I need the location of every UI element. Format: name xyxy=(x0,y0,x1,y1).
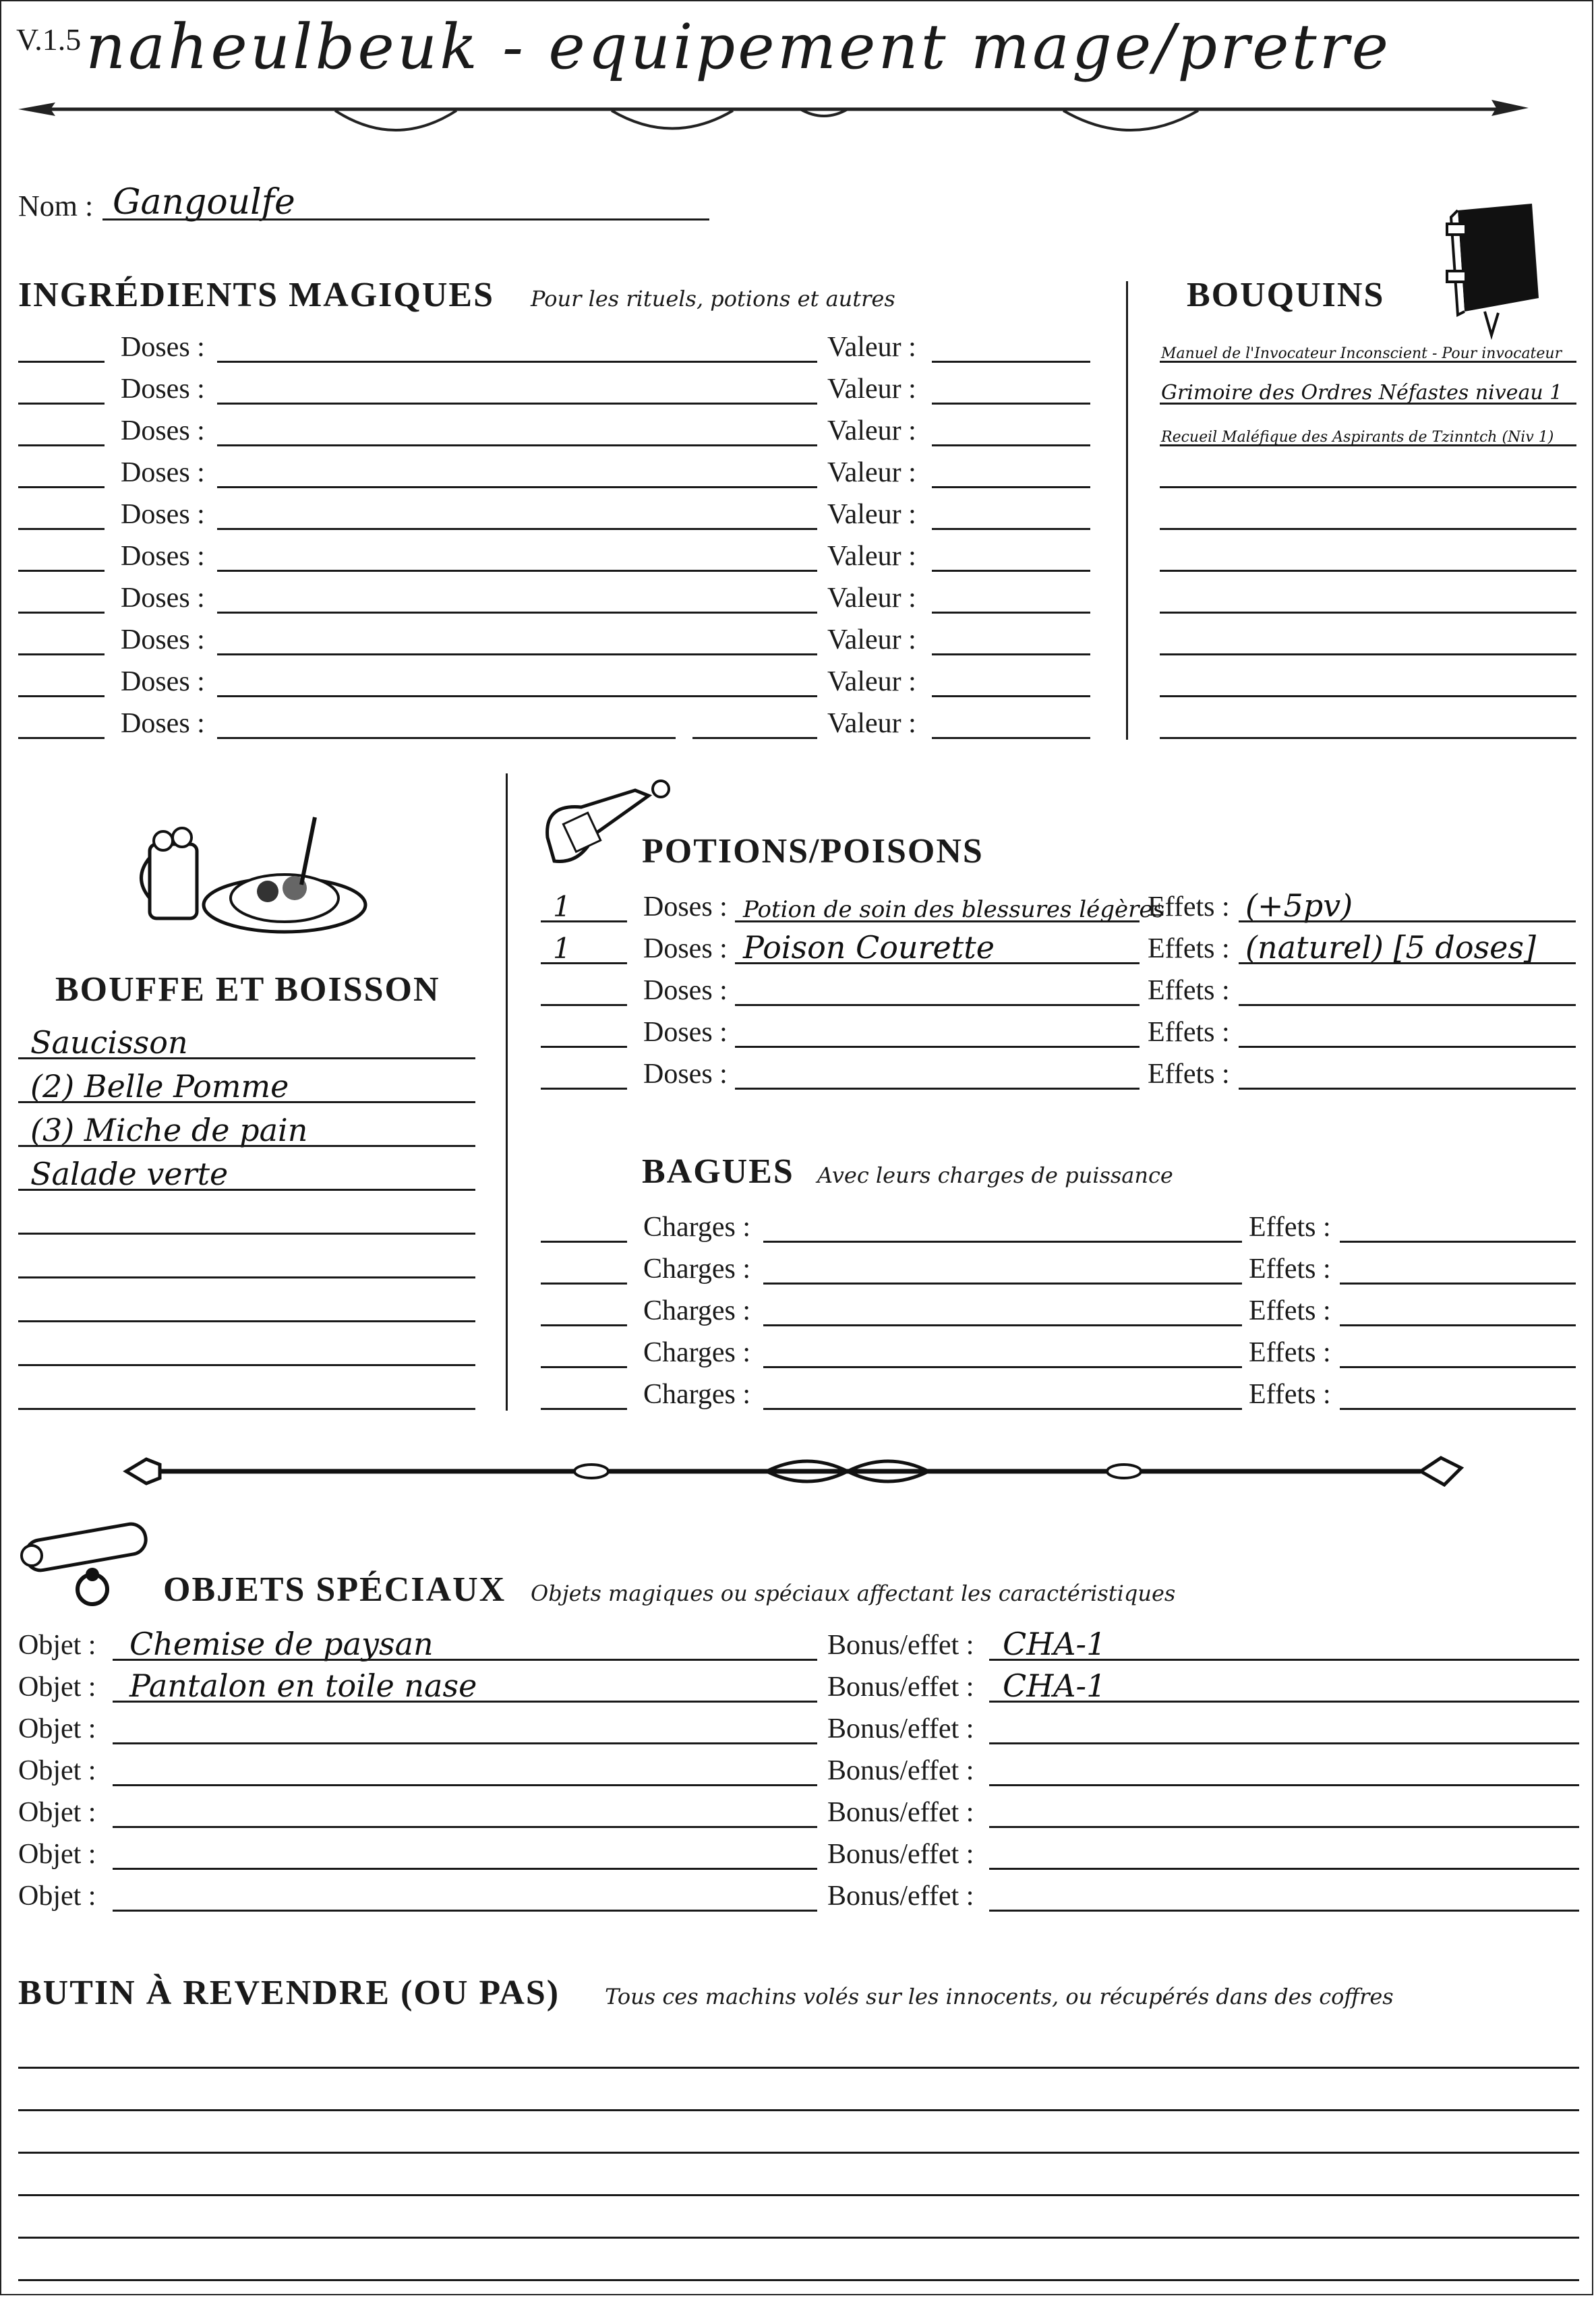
objet-name-line xyxy=(113,1659,817,1661)
ingredient-qty-field[interactable] xyxy=(18,528,105,530)
bague-effets-field[interactable] xyxy=(1340,1324,1576,1326)
bague-charges-field[interactable] xyxy=(763,1283,1242,1285)
objet-bonus-label: Bonus/effet : xyxy=(827,1630,974,1661)
bague-charges-label: Charges : xyxy=(643,1295,751,1326)
ingredient-qty-field[interactable] xyxy=(18,361,105,363)
bague-row xyxy=(541,1289,1579,1330)
ingredient-valeur-field[interactable] xyxy=(932,403,1090,405)
objet-bonus-label: Bonus/effet : xyxy=(827,1839,974,1870)
bouffe-line xyxy=(18,1276,475,1278)
bague-effets-label: Effets : xyxy=(1249,1337,1331,1368)
objet-row xyxy=(18,1832,1579,1874)
bagues-list xyxy=(541,1205,1579,1421)
potion-name-line xyxy=(735,962,1140,964)
potion-name[interactable]: Poison Courette xyxy=(743,929,995,966)
ingredient-valeur-field[interactable] xyxy=(932,361,1090,363)
objet-label: Objet : xyxy=(18,1881,96,1912)
bague-charges-label: Charges : xyxy=(643,1212,751,1243)
ingredient-name-field[interactable] xyxy=(217,361,817,363)
ingredient-name-field[interactable] xyxy=(217,695,817,697)
bouquin-row xyxy=(1160,534,1578,576)
ingredient-row xyxy=(18,659,1097,701)
ingredients-list xyxy=(18,325,1097,750)
bague-effets-field[interactable] xyxy=(1340,1283,1576,1285)
objet-name[interactable]: Pantalon en toile nase xyxy=(129,1668,477,1704)
objet-row xyxy=(18,1748,1579,1790)
ingredient-doses-label: Doses : xyxy=(121,666,205,697)
objet-label: Objet : xyxy=(18,1755,96,1786)
objet-row xyxy=(18,1623,1579,1665)
ingredient-doses-label: Doses : xyxy=(121,374,205,405)
bague-row xyxy=(541,1372,1579,1414)
butin-line-row xyxy=(18,2243,1579,2285)
bouffe-value[interactable]: (3) Miche de pain xyxy=(30,1112,308,1148)
bouffe-line xyxy=(18,1320,475,1322)
potion-doses-label: Doses : xyxy=(643,933,728,964)
bouquin-line xyxy=(1160,528,1576,530)
ingredient-name-field[interactable] xyxy=(217,486,817,488)
ingredient-doses-label: Doses : xyxy=(121,541,205,572)
potion-effect-line xyxy=(1239,962,1576,964)
bouquin-line xyxy=(1160,737,1576,739)
ingredient-name-field[interactable] xyxy=(217,444,817,446)
ingredient-doses-label: Doses : xyxy=(121,457,205,488)
objet-bonus-label: Bonus/effet : xyxy=(827,1713,974,1744)
objet-bonus-label: Bonus/effet : xyxy=(827,1797,974,1828)
bouquins-list xyxy=(1160,325,1578,750)
ingredient-qty-field[interactable] xyxy=(18,737,105,739)
bague-effets-field[interactable] xyxy=(1340,1241,1576,1243)
bouffe-line xyxy=(18,1101,475,1103)
bouffe-row xyxy=(18,1195,477,1239)
name-underline xyxy=(102,218,709,220)
potion-row xyxy=(541,968,1579,1010)
butin-line-row xyxy=(18,2073,1579,2115)
food-platter-icon xyxy=(143,804,372,939)
version-label: V.1.5 xyxy=(16,22,82,57)
bague-effets-label: Effets : xyxy=(1249,1379,1331,1410)
bouffe-line xyxy=(18,1408,475,1410)
bouquin-row xyxy=(1160,409,1578,450)
ingredient-name-field[interactable] xyxy=(217,528,817,530)
potion-row xyxy=(541,885,1579,926)
ingredient-row xyxy=(18,701,1097,743)
potion-effets-label: Effets : xyxy=(1148,975,1230,1006)
potion-qty-line xyxy=(541,962,627,964)
butin-line[interactable] xyxy=(18,2279,1579,2281)
ingredients-subtitle: Pour les rituels, potions et autres xyxy=(531,286,895,312)
potion-effect-line xyxy=(1239,1088,1576,1090)
bague-qty-field[interactable] xyxy=(541,1366,627,1368)
ingredient-qty-field[interactable] xyxy=(18,653,105,655)
objet-row xyxy=(18,1874,1579,1916)
bouquin-value[interactable]: Grimoire des Ordres Néfastes niveau 1 xyxy=(1161,381,1563,405)
butin-lines xyxy=(18,2031,1579,2287)
potion-effect-line xyxy=(1239,1004,1576,1006)
ingredient-valeur-field[interactable] xyxy=(932,612,1090,614)
butin-line-row xyxy=(18,2031,1579,2073)
objet-bonus-line xyxy=(989,1742,1579,1744)
bouquin-line xyxy=(1160,361,1576,363)
potion-doses-label: Doses : xyxy=(643,1017,728,1048)
objet-name-line xyxy=(113,1868,817,1870)
potions-title: POTIONS/POISONS xyxy=(642,832,984,871)
ingredient-valeur-label: Valeur : xyxy=(827,499,916,530)
objet-row xyxy=(18,1790,1579,1832)
bague-effets-label: Effets : xyxy=(1249,1212,1331,1243)
butin-title: BUTIN À REVENDRE (OU PAS) xyxy=(18,1974,560,2012)
ingredient-name-field[interactable] xyxy=(217,612,817,614)
potion-effets-label: Effets : xyxy=(1148,891,1230,922)
bouffe-row xyxy=(18,1020,477,1063)
potion-effect[interactable]: (+5pv) xyxy=(1245,887,1353,924)
objet-bonus-label: Bonus/effet : xyxy=(827,1755,974,1786)
potion-name[interactable]: Potion de soin des blessures légères xyxy=(743,896,1164,923)
potion-qty-line xyxy=(541,1004,627,1006)
ingredient-valeur-field[interactable] xyxy=(932,486,1090,488)
ingredient-valeur-label: Valeur : xyxy=(827,708,916,739)
ingredient-qty-field[interactable] xyxy=(18,444,105,446)
ingredients-title: INGRÉDIENTS MAGIQUES xyxy=(18,276,495,314)
book-icon xyxy=(1438,197,1545,338)
objet-bonus-line xyxy=(989,1868,1579,1870)
ingredient-row xyxy=(18,367,1097,409)
objet-bonus[interactable]: CHA-1 xyxy=(1003,1668,1106,1704)
bouquin-line xyxy=(1160,612,1576,614)
bague-row xyxy=(541,1247,1579,1289)
bague-qty-field[interactable] xyxy=(541,1283,627,1285)
ingredient-qty-field[interactable] xyxy=(18,695,105,697)
butin-line[interactable] xyxy=(18,2109,1579,2111)
bague-charges-field[interactable] xyxy=(763,1324,1242,1326)
ingredient-doses-label: Doses : xyxy=(121,415,205,446)
bouffe-row xyxy=(18,1326,477,1370)
objet-name[interactable]: Chemise de paysan xyxy=(129,1626,434,1662)
potion-effets-label: Effets : xyxy=(1148,1059,1230,1090)
bague-charges-field[interactable] xyxy=(763,1366,1242,1368)
page-title: naheulbeuk - equipement mage/pretre xyxy=(86,11,1392,83)
bouquin-line xyxy=(1160,403,1576,405)
bague-charges-label: Charges : xyxy=(643,1337,751,1368)
butin-subtitle: Tous ces machins volés sur les innocents, ou récupérés dans des coffres xyxy=(605,1984,1394,2009)
objet-bonus-line xyxy=(989,1659,1579,1661)
potions-list xyxy=(541,885,1579,1100)
ingredient-valeur-field[interactable] xyxy=(932,653,1090,655)
ingredient-name-field[interactable] xyxy=(217,570,817,572)
ingredient-row xyxy=(18,450,1097,492)
bouffe-row xyxy=(18,1107,477,1151)
ingredient-valeur-field[interactable] xyxy=(932,444,1090,446)
bague-row xyxy=(541,1330,1579,1372)
ingredient-row xyxy=(18,534,1097,576)
bouffe-potions-divider xyxy=(506,773,508,1411)
potion-qty-line xyxy=(541,1046,627,1048)
bouquin-line xyxy=(1160,653,1576,655)
potion-name-line xyxy=(735,1004,1140,1006)
objet-name-line xyxy=(113,1701,817,1703)
bagues-title: BAGUES xyxy=(642,1152,794,1191)
potion-row xyxy=(541,926,1579,968)
ingredient-row xyxy=(18,576,1097,618)
ingredient-qty-field[interactable] xyxy=(18,612,105,614)
ingredient-valeur-label: Valeur : xyxy=(827,541,916,572)
potion-doses-label: Doses : xyxy=(643,975,728,1006)
objet-bonus-line xyxy=(989,1784,1579,1786)
potion-row xyxy=(541,1010,1579,1052)
potion-name-line xyxy=(735,1046,1140,1048)
bouffe-row xyxy=(18,1151,477,1195)
ingredient-name-field-extra[interactable] xyxy=(692,737,817,739)
objet-bonus-line xyxy=(989,1910,1579,1912)
bouffe-line xyxy=(18,1364,475,1366)
objets-list xyxy=(18,1623,1579,1920)
objet-name-line xyxy=(113,1826,817,1828)
butin-line-row xyxy=(18,2201,1579,2243)
butin-line[interactable] xyxy=(18,2152,1579,2154)
objet-row xyxy=(18,1665,1579,1707)
butin-line[interactable] xyxy=(18,2194,1579,2196)
bouquin-row xyxy=(1160,576,1578,618)
ingredient-row xyxy=(18,325,1097,367)
bouffe-row xyxy=(18,1370,477,1414)
objet-bonus[interactable]: CHA-1 xyxy=(1003,1626,1106,1662)
bague-qty-field[interactable] xyxy=(541,1324,627,1326)
ingredient-qty-field[interactable] xyxy=(18,403,105,405)
ingredient-doses-label: Doses : xyxy=(121,583,205,614)
bouquin-value[interactable]: Manuel de l'Invocateur Inconscient - Pour invocateur xyxy=(1161,345,1562,362)
ingredient-valeur-field[interactable] xyxy=(932,737,1090,739)
objets-title: OBJETS SPÉCIAUX xyxy=(163,1570,506,1609)
bouffe-row xyxy=(18,1283,477,1326)
bouquin-row xyxy=(1160,618,1578,659)
bague-qty-field[interactable] xyxy=(541,1408,627,1410)
bouquin-row xyxy=(1160,450,1578,492)
objet-label: Objet : xyxy=(18,1713,96,1744)
ingredient-doses-label: Doses : xyxy=(121,499,205,530)
butin-line-row xyxy=(18,2116,1579,2158)
potion-name-line xyxy=(735,920,1140,922)
potion-effets-label: Effets : xyxy=(1148,933,1230,964)
bouquin-row xyxy=(1160,325,1578,367)
ingredient-row xyxy=(18,492,1097,534)
bouquins-title: BOUQUINS xyxy=(1187,276,1385,314)
bouquin-line xyxy=(1160,444,1576,446)
ingredient-valeur-label: Valeur : xyxy=(827,583,916,614)
bouffe-value[interactable]: Salade verte xyxy=(30,1156,229,1192)
ingredient-valeur-label: Valeur : xyxy=(827,624,916,655)
bouquin-row xyxy=(1160,367,1578,409)
ingredient-name-field[interactable] xyxy=(217,737,676,739)
objets-subtitle: Objets magiques ou spéciaux affectant les caractéristiques xyxy=(531,1581,1176,1606)
bouquin-line xyxy=(1160,570,1576,572)
bague-charges-label: Charges : xyxy=(643,1379,751,1410)
ingredient-row xyxy=(18,618,1097,659)
name-value[interactable]: Gangoulfe xyxy=(113,182,295,223)
potion-qty-line xyxy=(541,920,627,922)
objet-row xyxy=(18,1707,1579,1748)
bouffe-line xyxy=(18,1233,475,1235)
objet-name-line xyxy=(113,1910,817,1912)
objet-name-line xyxy=(113,1742,817,1744)
objet-bonus-line xyxy=(989,1701,1579,1703)
potion-qty[interactable]: 1 xyxy=(553,932,571,965)
ingredient-valeur-field[interactable] xyxy=(932,570,1090,572)
bagues-subtitle: Avec leurs charges de puissance xyxy=(817,1162,1173,1188)
objet-label: Objet : xyxy=(18,1672,96,1703)
bague-row xyxy=(541,1205,1579,1247)
scroll-ring-icon xyxy=(18,1515,160,1616)
potion-qty-line xyxy=(541,1088,627,1090)
bouquin-line xyxy=(1160,486,1576,488)
bouquin-row xyxy=(1160,701,1578,743)
potion-effect-line xyxy=(1239,920,1576,922)
objet-name-line xyxy=(113,1784,817,1786)
spear-divider-icon xyxy=(18,89,1529,150)
bouquin-value[interactable]: Recueil Maléfique des Aspirants de Tzinntch (Niv 1) xyxy=(1161,429,1554,446)
ingredient-qty-field[interactable] xyxy=(18,486,105,488)
objet-label: Objet : xyxy=(18,1797,96,1828)
bouffe-line xyxy=(18,1145,475,1147)
bouquin-row xyxy=(1160,659,1578,701)
ingredient-doses-label: Doses : xyxy=(121,624,205,655)
potion-effets-label: Effets : xyxy=(1148,1017,1230,1048)
bague-effets-label: Effets : xyxy=(1249,1254,1331,1285)
bouffe-title: BOUFFE ET BOISSON xyxy=(55,970,440,1009)
ingredient-doses-label: Doses : xyxy=(121,708,205,739)
bague-charges-field[interactable] xyxy=(763,1408,1242,1410)
bouquin-line xyxy=(1160,695,1576,697)
bague-effets-field[interactable] xyxy=(1340,1366,1576,1368)
ingredient-row xyxy=(18,409,1097,450)
potion-doses-label: Doses : xyxy=(643,1059,728,1090)
bouffe-list xyxy=(18,1020,477,1417)
potion-effect-line xyxy=(1239,1046,1576,1048)
potion-name-line xyxy=(735,1088,1140,1090)
bouffe-value[interactable]: (2) Belle Pomme xyxy=(30,1068,289,1104)
name-label: Nom : xyxy=(18,189,94,223)
ingredient-name-field[interactable] xyxy=(217,653,817,655)
bague-charges-label: Charges : xyxy=(643,1254,751,1285)
objet-bonus-label: Bonus/effet : xyxy=(827,1881,974,1912)
ingredient-valeur-label: Valeur : xyxy=(827,332,916,363)
objet-label: Objet : xyxy=(18,1839,96,1870)
bouffe-line xyxy=(18,1057,475,1059)
ingredient-valeur-label: Valeur : xyxy=(827,374,916,405)
staff-divider-icon xyxy=(126,1444,1461,1498)
ingredient-valeur-field[interactable] xyxy=(932,528,1090,530)
potion-row xyxy=(541,1052,1579,1094)
bouffe-row xyxy=(18,1239,477,1283)
bague-effets-label: Effets : xyxy=(1249,1295,1331,1326)
objet-bonus-label: Bonus/effet : xyxy=(827,1672,974,1703)
ingredient-valeur-label: Valeur : xyxy=(827,666,916,697)
ingredient-valeur-label: Valeur : xyxy=(827,415,916,446)
ingredients-bouquins-divider xyxy=(1126,281,1128,740)
butin-line-row xyxy=(18,2158,1579,2200)
potion-doses-label: Doses : xyxy=(643,891,728,922)
bouffe-row xyxy=(18,1063,477,1107)
bague-charges-field[interactable] xyxy=(763,1241,1242,1243)
ingredient-valeur-label: Valeur : xyxy=(827,457,916,488)
bouquin-row xyxy=(1160,492,1578,534)
objet-label: Objet : xyxy=(18,1630,96,1661)
potion-effect[interactable]: (naturel) [5 doses] xyxy=(1245,929,1536,966)
potion-qty[interactable]: 1 xyxy=(553,890,571,923)
bague-effets-field[interactable] xyxy=(1340,1408,1576,1410)
ingredient-doses-label: Doses : xyxy=(121,332,205,363)
ingredient-valeur-field[interactable] xyxy=(932,695,1090,697)
butin-line[interactable] xyxy=(18,2237,1579,2239)
objet-bonus-line xyxy=(989,1826,1579,1828)
bouffe-line xyxy=(18,1189,475,1191)
bague-qty-field[interactable] xyxy=(541,1241,627,1243)
bouffe-value[interactable]: Saucisson xyxy=(30,1024,188,1061)
ingredient-name-field[interactable] xyxy=(217,403,817,405)
ingredient-qty-field[interactable] xyxy=(18,570,105,572)
butin-line[interactable] xyxy=(18,2067,1579,2069)
